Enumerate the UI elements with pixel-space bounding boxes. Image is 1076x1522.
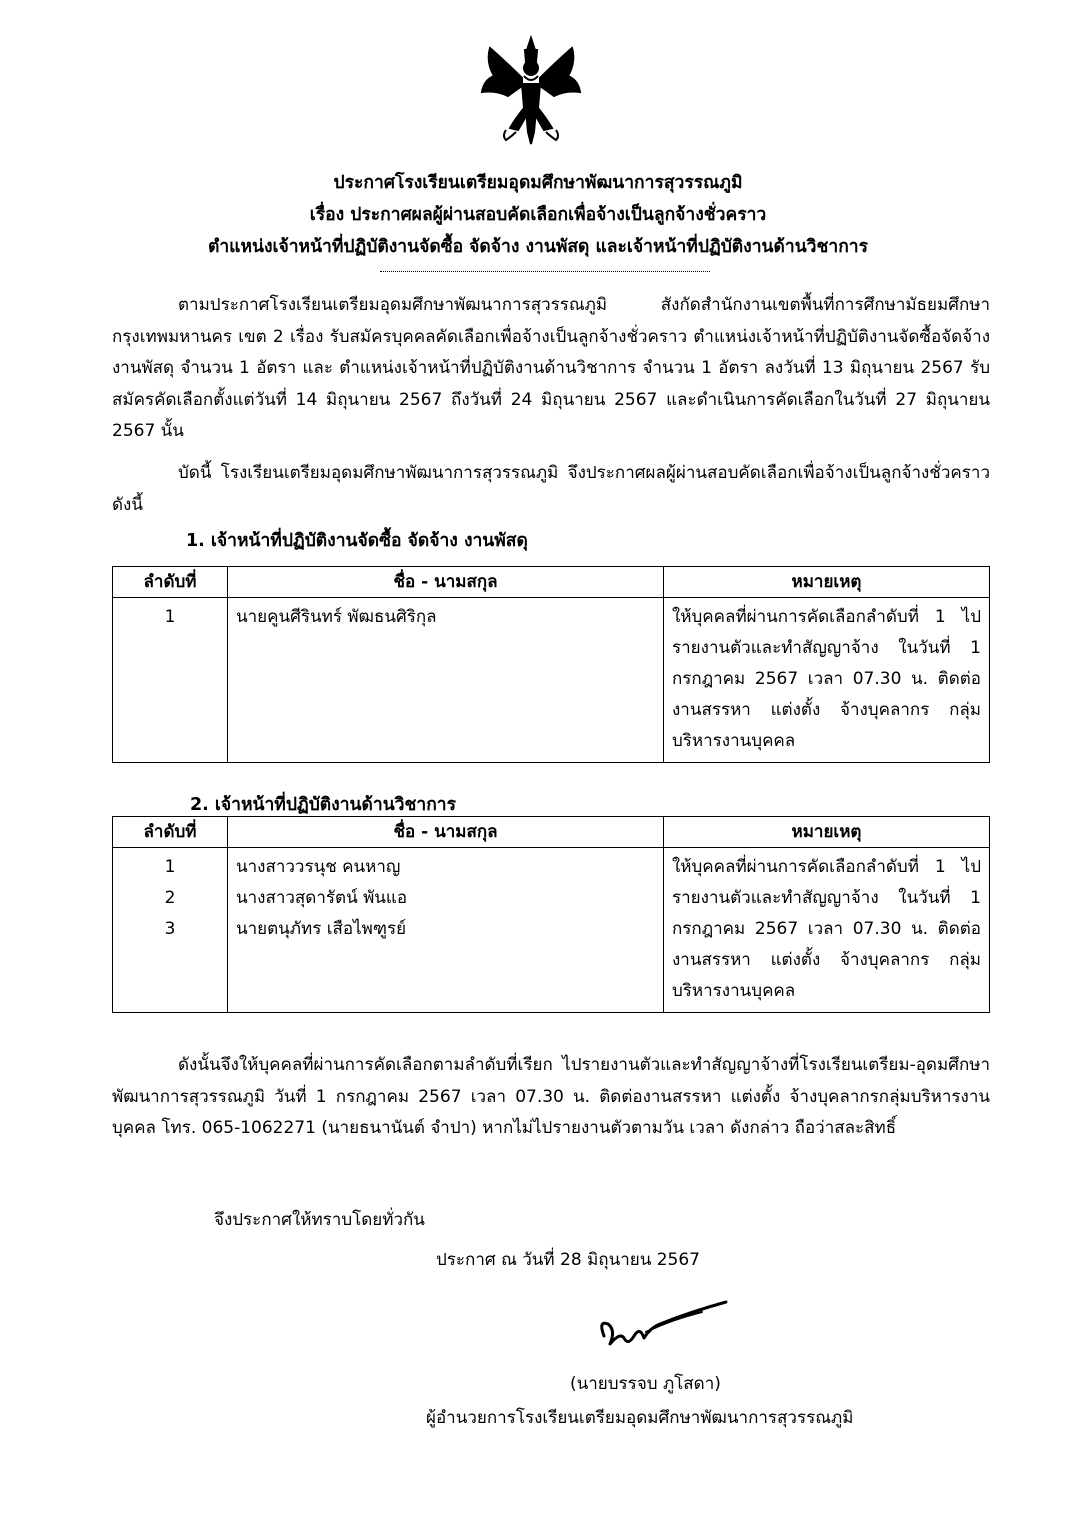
row-name: นายตนุภัทร เสือไพฑูรย์ (236, 919, 407, 939)
row-note: ให้บุคคลที่ผ่านการคัดเลือกลำดับที่ 1 ไปรายงานตัวและทำสัญญาจ้าง ในวันที่ 1 กรกฎาคม 2567 เวลา 07.30 น. ติดต่องานสรรหา แต่งตั้ง จ้างบุคลากร กลุ่มบริหารงานบุคคล (672, 607, 981, 751)
subject-line: เรื่อง ประกาศผลผู้ผ่านสอบคัดเลือกเพื่อจ้างเป็นลูกจ้างชั่วคราว (309, 205, 767, 225)
column-header-note: หมายเหตุ (664, 567, 990, 598)
announcement-title: ประกาศโรงเรียนเตรียมอุดมศึกษาพัฒนาการสุวรรณภูมิ (333, 173, 743, 193)
table-row (113, 848, 990, 1013)
row-name: นายคูนศีรินทร์ พัฒธนศิริกุล (236, 607, 437, 627)
column-header-name: ชื่อ - นามสกุล (228, 567, 664, 598)
column-header-order: ลำดับที่ (113, 567, 228, 598)
announce-date: ประกาศ ณ วันที่ 28 มิถุนายน 2567 (436, 1250, 700, 1270)
garuda-emblem (476, 32, 586, 152)
column-header-name: ชื่อ - นามสกุล (228, 817, 664, 848)
section-2-title: 2. เจ้าหน้าที่ปฏิบัติงานด้านวิชาการ (190, 795, 457, 815)
signer-name: (นายบรรจบ ภูโสดา) (570, 1374, 721, 1394)
row-name: นางสาวสุดารัตน์ พันแอ (236, 888, 408, 908)
row-order: 1 (164, 857, 176, 877)
dotted-divider (380, 270, 710, 272)
announce-text: จึงประกาศให้ทราบโดยทั่วกัน (214, 1210, 425, 1230)
section-1-table (112, 566, 990, 763)
table-header-row (113, 567, 990, 598)
intro-paragraph: ตามประกาศโรงเรียนเตรียมอุดมศึกษาพัฒนาการสุวรรณภูมิ สังกัดสำนักงานเขตพื้นที่การศึกษามัธยมศึกษากรุงเทพมหานคร เขต 2 เรื่อง รับสมัครบุคคลคัดเลือกเพื่อจ้างเป็นลูกจ้างชั่วคราว ตำแหน่งเจ้าหน้าที่ปฏิบัติงานจัดซื้อจัดจ้าง งานพัสดุ จำนวน 1 อัตรา และ ตำแหน่งเจ้าหน้าที่ปฏิบัติงานด้านวิชาการ จำนวน 1 อัตรา ลงวันที่ 13 มิถุนายน 2567 รับสมัครคัดเลือกตั้งแต่วันที่ 14 มิถุนายน 2567 ถึงวันที่ 24 มิถุนายน 2567 และดำเนินการคัดเลือกในวันที่ 27 มิถุนายน 2567 นั้น (112, 295, 990, 441)
signer-title: ผู้อำนวยการโรงเรียนเตรียมอุดมศึกษาพัฒนาการสุวรรณภูมิ (426, 1408, 854, 1428)
table-header-row (113, 817, 990, 848)
result-paragraph: บัดนี้ โรงเรียนเตรียมอุดมศึกษาพัฒนาการสุวรรณภูมิ จึงประกาศผลผู้ผ่านสอบคัดเลือกเพื่อจ้างเป็นลูกจ้างชั่วคราว ดังนี้ (112, 463, 990, 515)
row-order: 1 (164, 607, 176, 627)
row-note: ให้บุคคลที่ผ่านการคัดเลือกลำดับที่ 1 ไปรายงานตัวและทำสัญญาจ้าง ในวันที่ 1 กรกฎาคม 2567 เวลา 07.30 น. ติดต่องานสรรหา แต่งตั้ง จ้างบุคลากร กลุ่มบริหารงานบุคคล (672, 857, 981, 1001)
section-1-title: 1. เจ้าหน้าที่ปฏิบัติงานจัดซื้อ จัดจ้าง งานพัสดุ (186, 531, 528, 551)
closing-paragraph: ดังนั้นจึงให้บุคคลที่ผ่านการคัดเลือกตามลำดับที่เรียก ไปรายงานตัวและทำสัญญาจ้างที่โรงเรียนเตรียม-อุดมศึกษาพัฒนาการสุวรรณภูมิ วันที่ 1 กรกฎาคม 2567 เวลา 07.30 น. ติดต่องานสรรหา แต่งตั้ง จ้างบุคลากรกลุ่มบริหารงานบุคคล โทร. 065-1062271 (นายธนานันต์ จำปา) หากไม่ไปรายงานตัวตามวัน เวลา ดังกล่าว ถือว่าสละสิทธิ์ (112, 1055, 990, 1138)
row-order: 2 (164, 888, 176, 908)
section-2-table (112, 816, 990, 1013)
column-header-note: หมายเหตุ (664, 817, 990, 848)
row-order: 3 (164, 919, 176, 939)
row-name: นางสาววรนุช คนหาญ (236, 857, 401, 877)
signature (590, 1298, 730, 1358)
column-header-order: ลำดับที่ (113, 817, 228, 848)
position-line: ตำแหน่งเจ้าหน้าที่ปฏิบัติงานจัดซื้อ จัดจ้าง งานพัสดุ และเจ้าหน้าที่ปฏิบัติงานด้านวิชาการ (207, 237, 869, 257)
table-row (113, 598, 990, 763)
